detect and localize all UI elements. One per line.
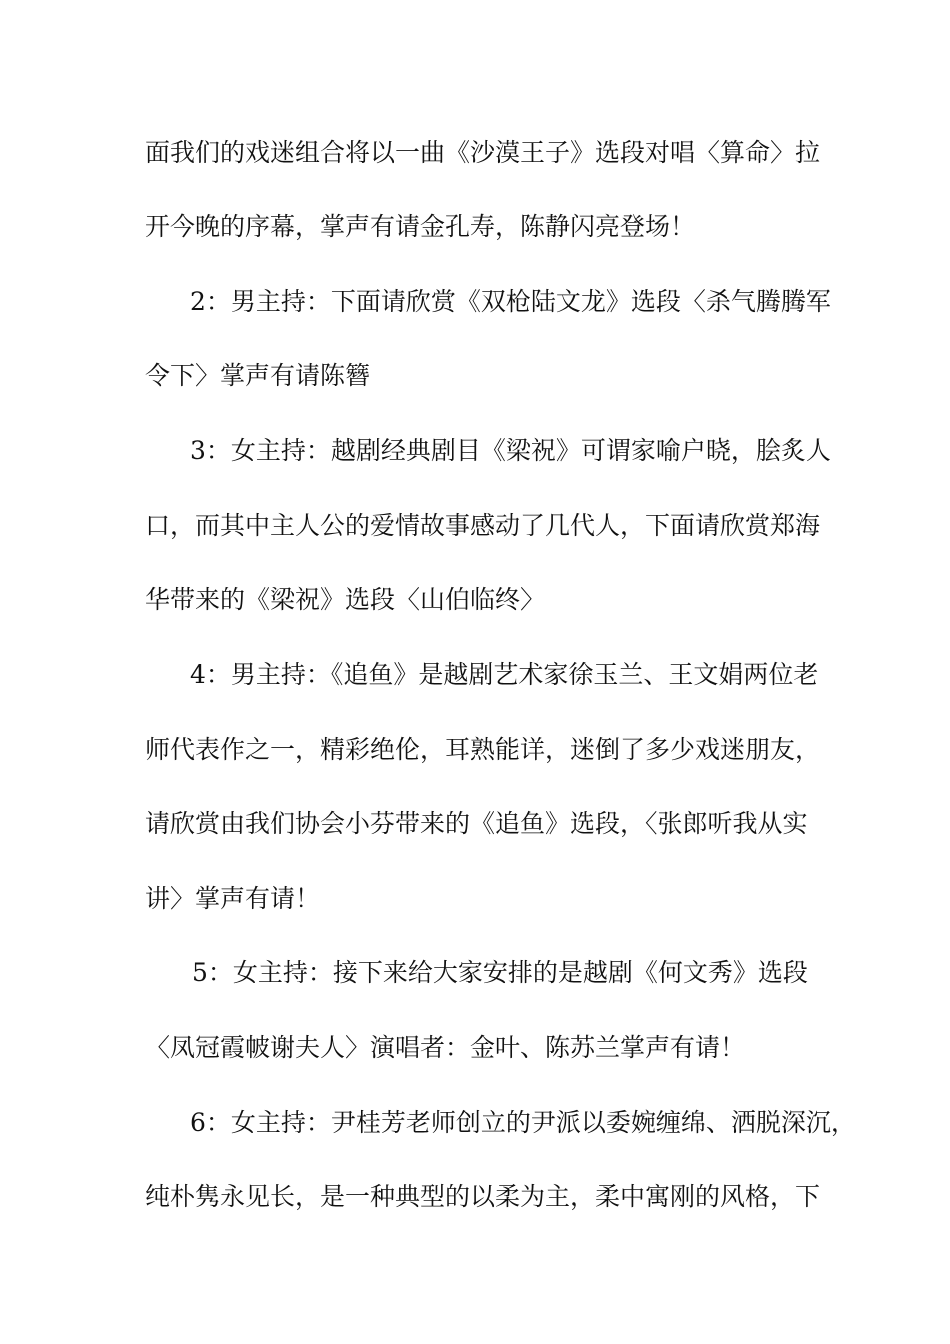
paragraph-first-line: 3：女主持：越剧经典剧目《梁祝》可谓家喻户晓，脍炙人 — [190, 436, 831, 465]
text-line: 令下〉掌声有请陈簪 — [145, 361, 371, 390]
text-line: 请欣赏由我们协会小芬带来的《追鱼》选段，〈张郎听我从实 — [145, 809, 808, 838]
text-line: 讲〉掌声有请！ — [145, 884, 321, 913]
paragraph-first-line: 2：男主持：下面请欣赏《双枪陆文龙》选段〈杀气腾腾军 — [190, 287, 831, 316]
text-line: 开今晚的序幕，掌声有请金孔寿，陈静闪亮登场！ — [145, 212, 696, 241]
paragraph-first-line: 4：男主持：《追鱼》是越剧艺术家徐玉兰、王文娟两位老 — [190, 660, 819, 689]
text-line: 面我们的戏迷组合将以一曲《沙漠王子》选段对唱〈算命〉拉 — [145, 138, 821, 167]
text-line: 〈凤冠霞帔谢夫人〉演唱者：金叶、陈苏兰掌声有请！ — [145, 1033, 746, 1062]
text-line: 纯朴隽永见长，是一种典型的以柔为主，柔中寓刚的风格，下 — [145, 1182, 821, 1211]
paragraph-first-line: 5：女主持：接下来给大家安排的是越剧《何文秀》选段 — [192, 958, 808, 987]
paragraph-first-line: 6：女主持：尹桂芳老师创立的尹派以委婉缠绵、洒脱深沉， — [190, 1108, 856, 1137]
text-line: 口，而其中主人公的爱情故事感动了几代人，下面请欣赏郑海 — [145, 511, 821, 540]
text-line: 华带来的《梁祝》选段〈山伯临终〉 — [145, 585, 546, 614]
text-line: 师代表作之一，精彩绝伦，耳熟能详，迷倒了多少戏迷朋友， — [145, 735, 821, 764]
